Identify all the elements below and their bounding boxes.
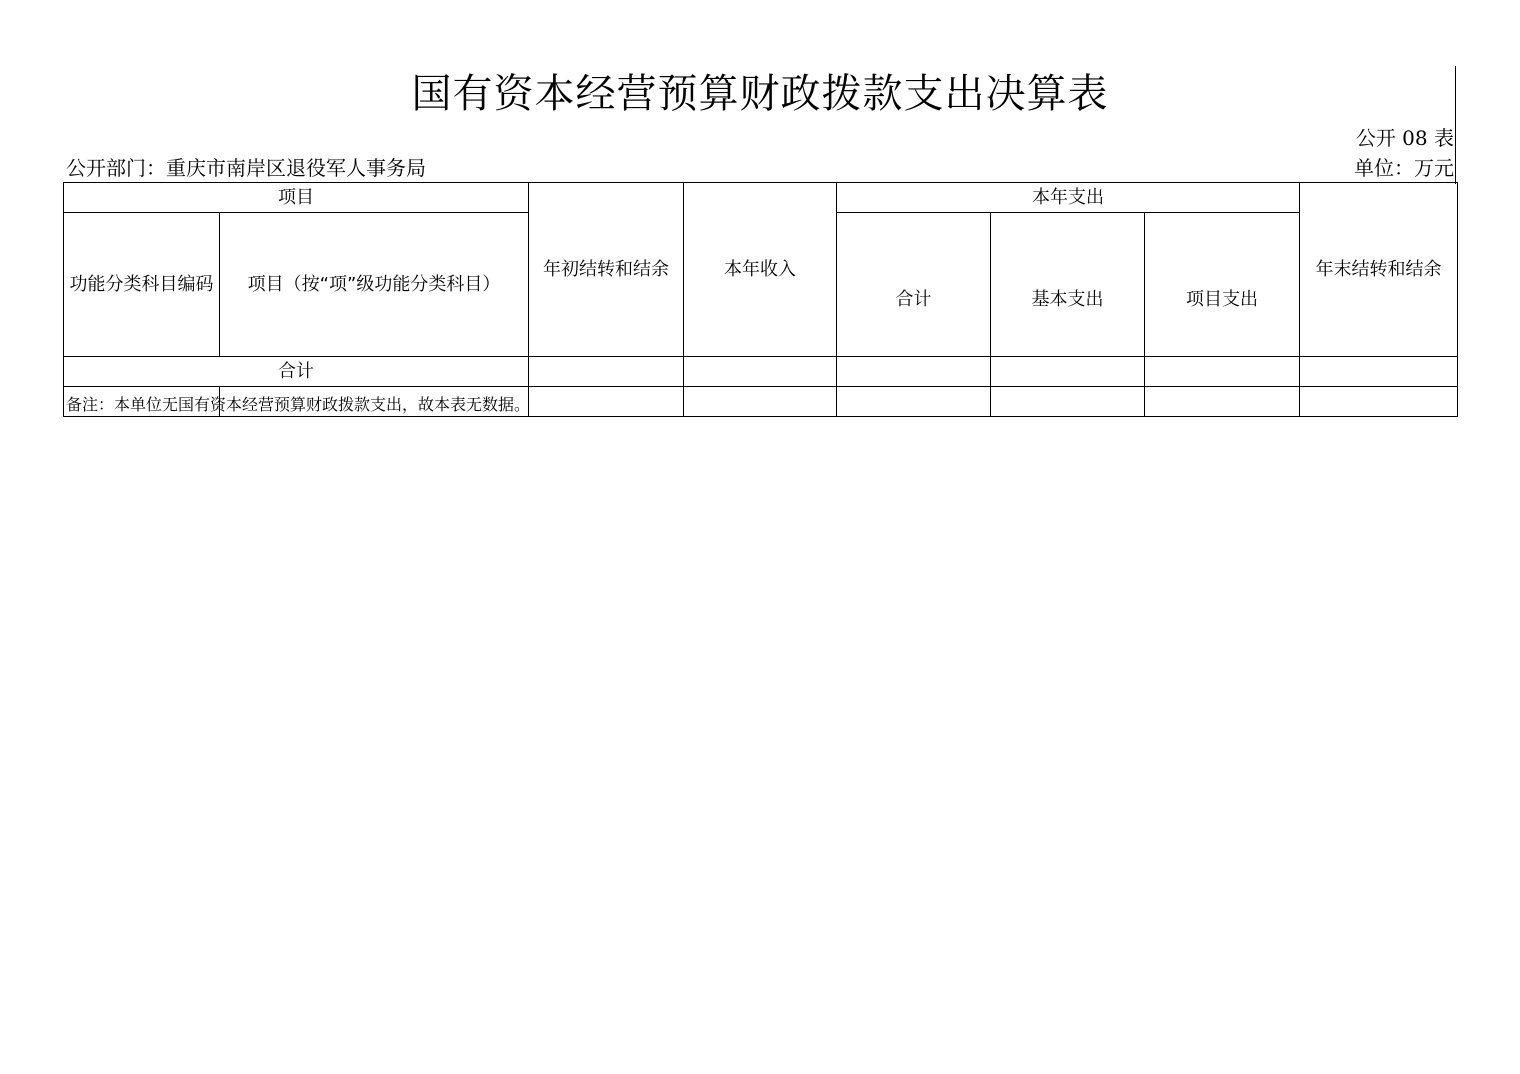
header-code: 功能分类科目编码	[64, 213, 220, 357]
total-income	[684, 357, 837, 387]
expenditure-table	[63, 182, 1458, 417]
total-exp-total	[837, 357, 991, 387]
total-exp-basic	[991, 357, 1145, 387]
department-label: 公开部门：重庆市南岸区退役军人事务局	[66, 156, 426, 180]
header-closing-balance: 年末结转和结余	[1300, 183, 1458, 357]
header-expenditure: 本年支出	[837, 183, 1300, 213]
total-exp-project	[1145, 357, 1300, 387]
page-title: 国有资本经营预算财政拨款支出决算表	[411, 71, 1109, 117]
header-row-1	[64, 183, 1458, 213]
unit-label: 单位：万元	[1354, 156, 1454, 180]
total-opening-balance	[529, 357, 684, 387]
row-exp-total	[837, 387, 991, 417]
row-exp-project	[1145, 387, 1300, 417]
header-exp-basic: 基本支出	[991, 213, 1145, 357]
header-project: 项目	[64, 183, 529, 213]
total-closing-balance	[1300, 357, 1458, 387]
form-number: 公开 08 表	[1355, 126, 1454, 150]
row-income	[684, 387, 837, 417]
row-closing-balance	[1300, 387, 1458, 417]
row-exp-basic	[991, 387, 1145, 417]
footnote: 备注：本单位无国有资本经营预算财政拨款支出，故本表无数据。	[66, 395, 531, 414]
header-opening-balance: 年初结转和结余	[529, 183, 684, 357]
total-row	[64, 357, 1458, 387]
header-item: 项目（按“项”级功能分类科目）	[220, 213, 529, 357]
header-income: 本年收入	[684, 183, 837, 357]
header-exp-project: 项目支出	[1145, 213, 1300, 357]
header-exp-total: 合计	[837, 213, 991, 357]
total-label: 合计	[64, 357, 529, 387]
row-opening-balance	[529, 387, 684, 417]
